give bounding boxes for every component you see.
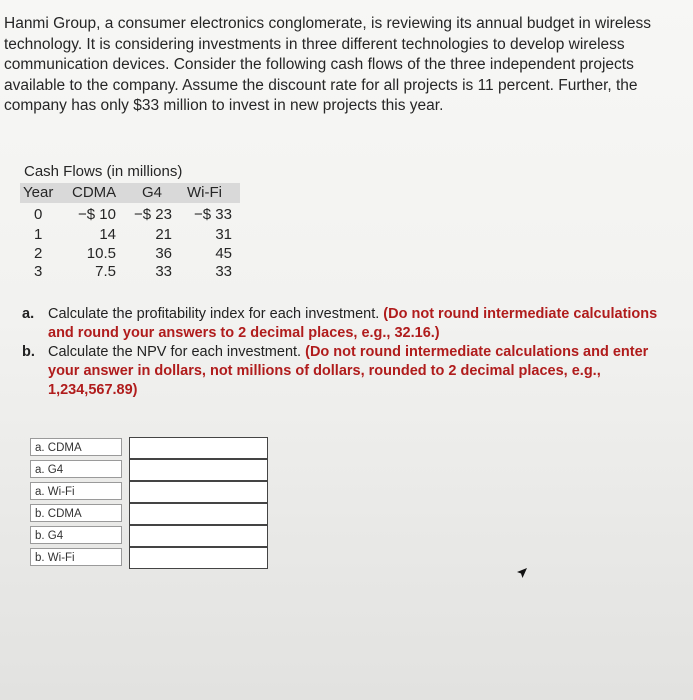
answer-label: b. CDMA — [30, 504, 122, 522]
question-label: b. — [22, 344, 35, 360]
question-body — [48, 343, 662, 400]
question-text: Calculate the profitability index for each investment. — [48, 306, 384, 322]
question-text: Calculate the NPV for each investment. — [48, 344, 306, 360]
cashflow-table-title: Cash Flows (in millions) — [24, 163, 183, 180]
mouse-pointer-icon — [516, 567, 528, 579]
answer-label: b. G4 — [30, 526, 122, 544]
answer-row — [30, 481, 271, 503]
answer-input-b-wifi[interactable] — [129, 547, 268, 569]
col-header-cdma: CDMA — [72, 184, 117, 201]
row-year: 0 — [34, 206, 43, 223]
cell-g4: −$ 23 — [134, 206, 172, 223]
col-header-g4: G4 — [142, 184, 163, 201]
answer-row — [30, 525, 271, 547]
cell-cdma: 10.5 — [86, 245, 116, 262]
cell-wifi: 31 — [215, 226, 232, 243]
answer-label: a. G4 — [30, 460, 122, 478]
answer-input-b-cdma[interactable] — [129, 503, 268, 525]
row-year: 1 — [34, 226, 43, 243]
answer-row — [30, 459, 271, 481]
question-label: a. — [22, 306, 35, 322]
question-list — [22, 305, 662, 400]
answer-row — [30, 503, 271, 525]
cell-wifi: 45 — [215, 245, 232, 262]
answer-row — [30, 547, 271, 569]
question-body — [48, 305, 662, 343]
answer-input-a-cdma[interactable] — [129, 437, 268, 459]
cell-cdma: 14 — [99, 226, 116, 243]
answer-row — [30, 437, 271, 459]
cell-cdma: −$ 10 — [78, 206, 116, 223]
cell-cdma: 7.5 — [95, 263, 116, 280]
col-header-wifi: Wi-Fi — [187, 184, 222, 201]
row-year: 3 — [34, 263, 43, 280]
cell-g4: 33 — [155, 263, 172, 280]
answer-grid — [30, 437, 271, 569]
question-b — [22, 343, 662, 400]
cell-wifi: 33 — [215, 263, 232, 280]
answer-label: b. Wi-Fi — [30, 548, 122, 566]
answer-input-a-g4[interactable] — [129, 459, 268, 481]
problem-intro: Hanmi Group, a consumer electronics conglomerate, is reviewing its annual budget in wireless technology. It is considering investments in three different technologies to develop wireless communication devices. Consider the following cash flows of the three independent projects available to the company. Assume the discount rate for all projects is 11 percent. Further, the company has only $33 million to invest in new projects this year. — [4, 15, 652, 114]
answer-input-b-g4[interactable] — [129, 525, 268, 547]
row-year: 2 — [34, 245, 43, 262]
answer-label: a. Wi-Fi — [30, 482, 122, 500]
cell-g4: 21 — [155, 226, 172, 243]
col-header-year: Year — [23, 184, 54, 201]
question-note: (Do not round intermediate calculations and enter your answer in dollars, not millions of dollars, rounded to 2 decimal places, e.g., 1,234,567.89) — [48, 344, 649, 398]
cell-wifi: −$ 33 — [194, 206, 232, 223]
answer-label: a. CDMA — [30, 438, 122, 456]
cell-g4: 36 — [155, 245, 172, 262]
question-note: (Do not round intermediate calculations and round your answers to 2 decimal places, e.g., 32.16.) — [48, 306, 658, 341]
answer-input-a-wifi[interactable] — [129, 481, 268, 503]
question-a — [22, 305, 662, 343]
